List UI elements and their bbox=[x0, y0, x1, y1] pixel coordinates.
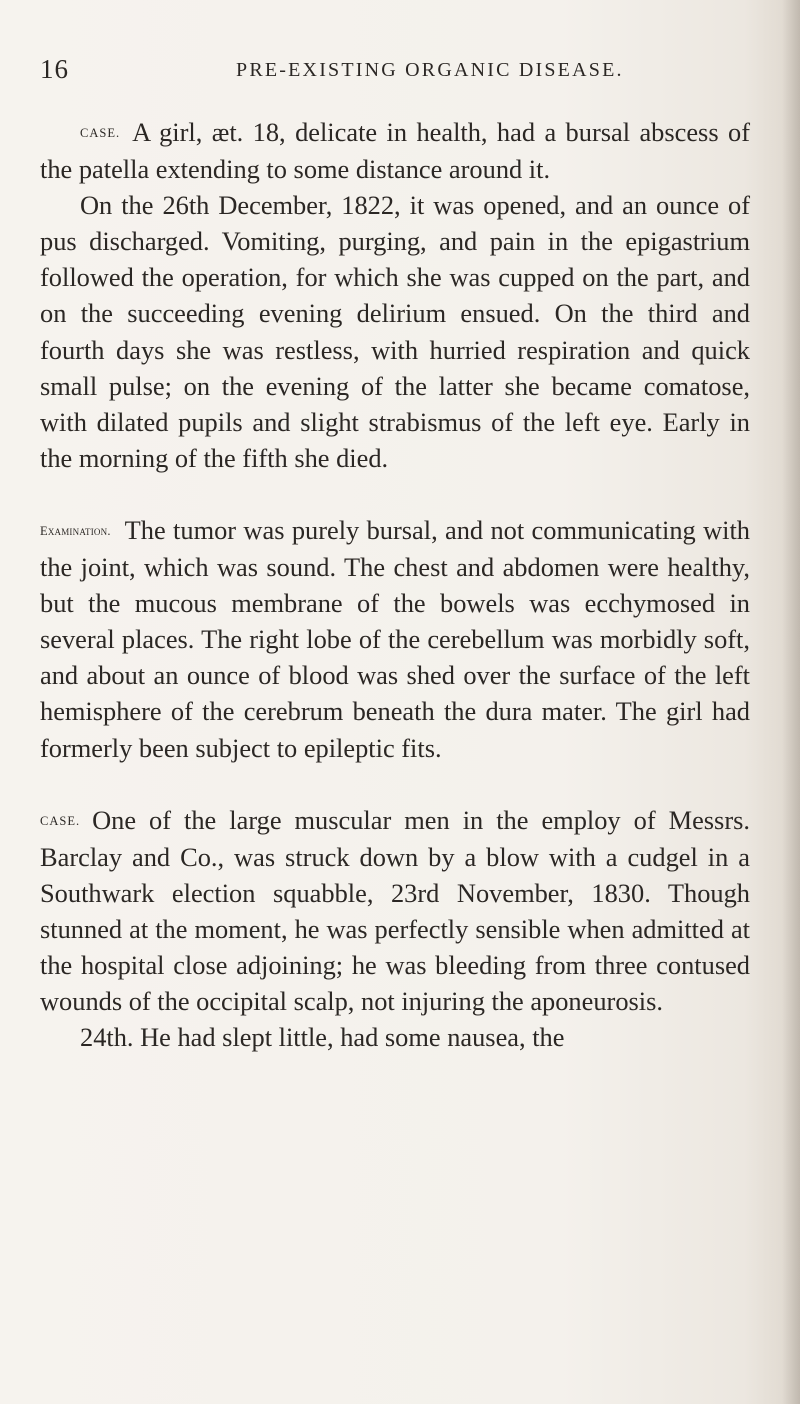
paragraph-case-2 bbox=[40, 802, 750, 1020]
margin-label-case: CASE. bbox=[40, 813, 81, 828]
paragraph-history bbox=[40, 187, 750, 476]
paragraph-case-1 bbox=[40, 114, 750, 187]
margin-label-examination: Examination. bbox=[40, 523, 111, 538]
paragraph-continuation bbox=[40, 1019, 750, 1055]
paragraph-gap bbox=[40, 766, 750, 802]
paragraph-text: One of the large muscular men in the employ of Messrs. Barclay and Co., was struck down by a blow with a cudgel in a Southwark election squabble, 23rd November, 1830. Though stunned at the moment, he was perfectly sensible when admitted at the hospital close adjoining; he was bleeding from three contused wounds of the occipital scalp, not injuring the aponeurosis. bbox=[40, 804, 750, 1017]
margin-label-case: CASE. bbox=[80, 126, 121, 140]
paragraph-text: A girl, æt. 18, delicate in health, had a bursal abscess of the patella extending to some distance around it. bbox=[40, 117, 750, 185]
page-number: 16 bbox=[40, 54, 69, 84]
paragraph-gap bbox=[40, 476, 750, 512]
body-text bbox=[40, 114, 750, 1055]
paragraph-text: On the 26th December, 1822, it was opened, and an ounce of pus discharged. Vomiting, purging, and pain in the epigastrium followed the operation, for which she was cupped on the part, and on the succeeding evening delirium ensued. On the third and fourth days she was restless, with hurried respiration and quick small pulse; on the evening of the latter she became comatose, with dilated pupils and slight strabismus of the left eye. Early in the morning of the fifth she died. bbox=[40, 190, 750, 473]
running-head: PRE-EXISTING ORGANIC DISEASE. bbox=[236, 59, 624, 81]
page-header bbox=[40, 54, 780, 94]
page-edge-shadow bbox=[782, 0, 800, 1404]
paragraph-text: 24th. He had slept little, had some nausea, the bbox=[80, 1022, 565, 1053]
paragraph-examination bbox=[40, 512, 750, 766]
paragraph-text: The tumor was purely bursal, and not communicating with the joint, which was sound. The chest and abdomen were healthy, but the mucous membrane of the bowels was ecchymosed in several places. The right lobe of the cerebellum was morbidly soft, and about an ounce of blood was shed over the surface of the left hemisphere of the cerebrum beneath the dura mater. The girl had formerly been subject to epileptic fits. bbox=[40, 514, 750, 763]
